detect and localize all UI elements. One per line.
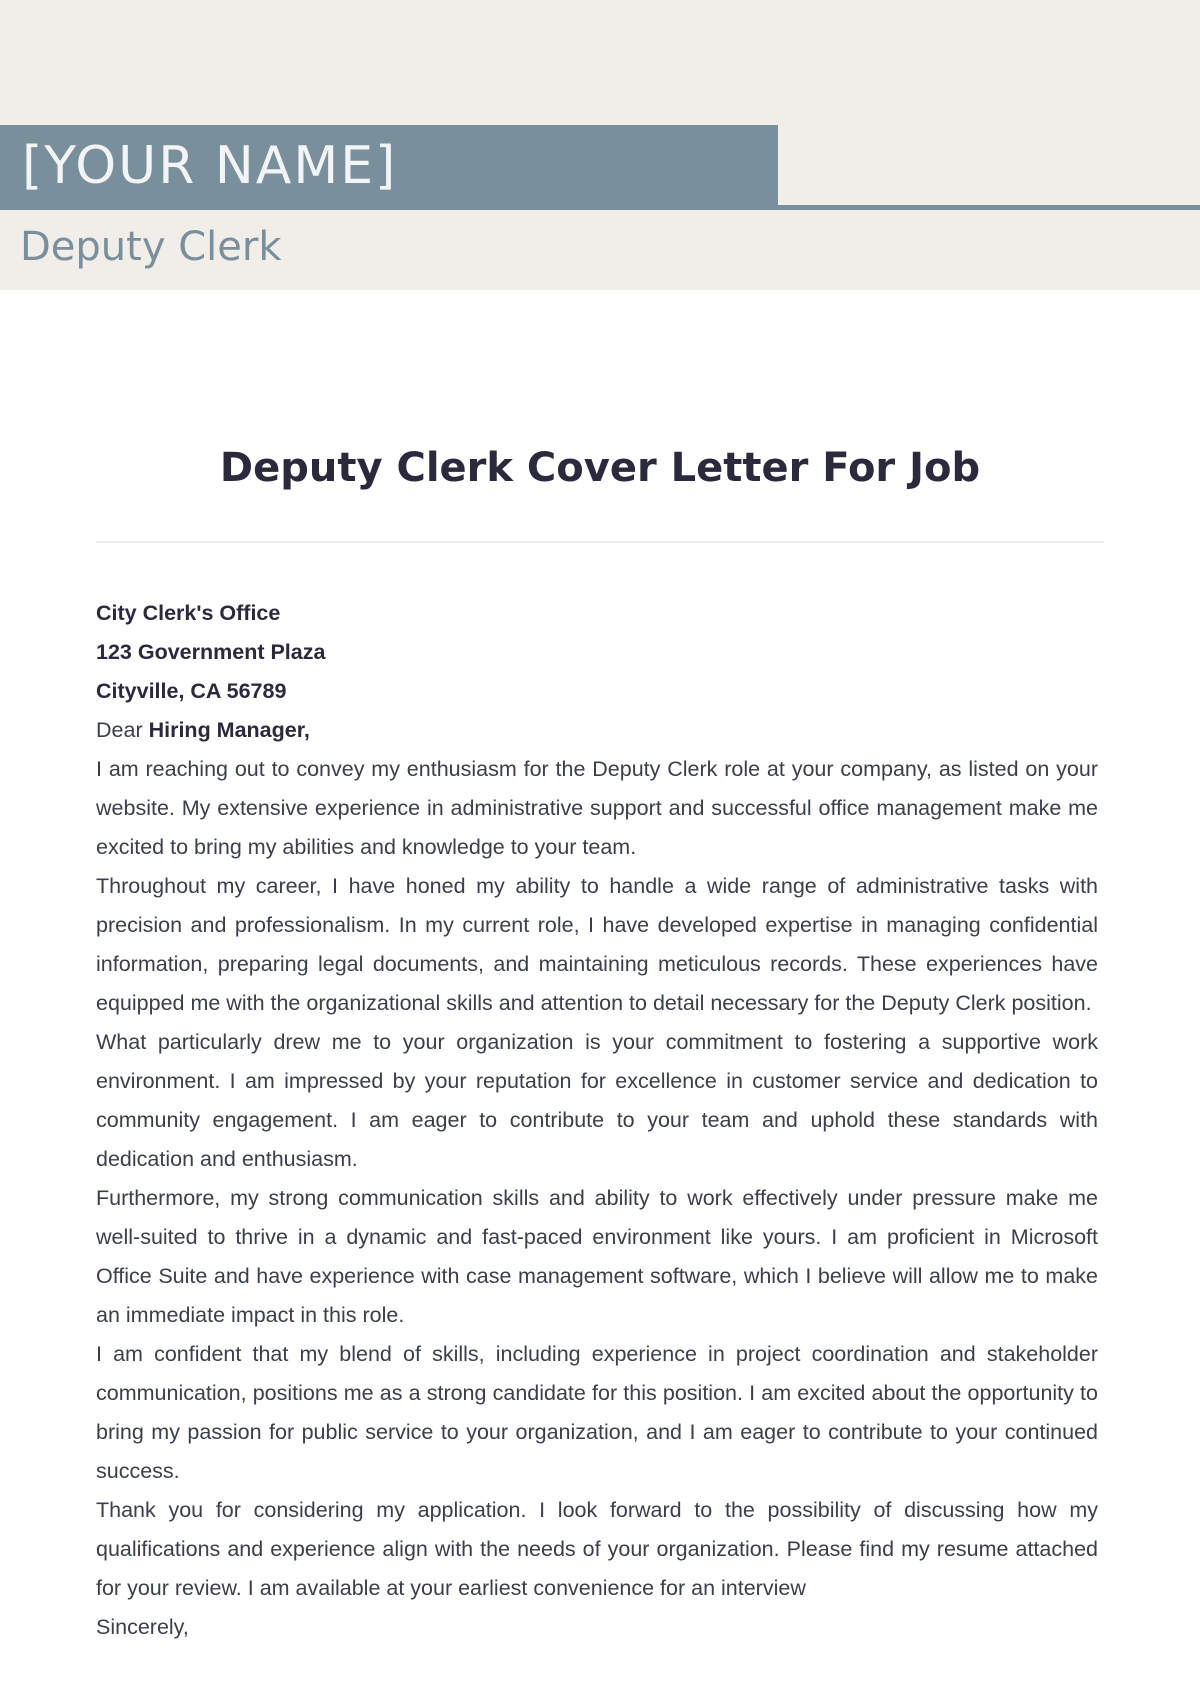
letter-body bbox=[96, 594, 1098, 1647]
paragraph-confidence: I am confident that my blend of skills, including experience in project coordination and stakeholder communication, positions me as a strong candidate for this position. I am excited about the opportunity to bring my passion for public service to your organization, and I am eager to contribute to your continued success. bbox=[96, 1342, 1098, 1483]
header-divider bbox=[778, 205, 1200, 210]
paragraph-thanks: Thank you for considering my application. I look forward to the possibility of discussing how my qualifications and experience align with the needs of your organization. Please find my resume attached for your review. I am available at your earliest convenience for an interview bbox=[96, 1498, 1098, 1600]
closing: Sincerely, bbox=[96, 1615, 189, 1639]
paragraph-organization: What particularly drew me to your organization is your commitment to fostering a supportive work environment. I am impressed by your reputation for excellence in customer service and dedication to community engagement. I am eager to contribute to your team and uphold these standards with dedication and enthusiasm. bbox=[96, 1030, 1098, 1171]
address-line-organization: City Clerk's Office bbox=[96, 601, 281, 625]
job-title: Deputy Clerk bbox=[20, 224, 282, 270]
paragraph-experience: Throughout my career, I have honed my ability to handle a wide range of administrative tasks with precision and professionalism. In my current role, I have developed expertise in managing confidential information, preparing legal documents, and maintaining meticulous records. These experiences have equipped me with the organizational skills and attention to detail necessary for the Deputy Clerk position. bbox=[96, 874, 1098, 1015]
applicant-name: [YOUR NAME] bbox=[22, 136, 398, 196]
paragraph-intro: I am reaching out to convey my enthusiasm for the Deputy Clerk role at your company, as listed on your website. My extensive experience in administrative support and successful office management make me excited to bring my abilities and knowledge to your team. bbox=[96, 757, 1098, 859]
title-divider bbox=[96, 541, 1104, 543]
salutation-prefix: Dear bbox=[96, 718, 143, 742]
address-line-city: Cityville, CA 56789 bbox=[96, 679, 287, 703]
salutation bbox=[96, 711, 1098, 750]
address-line-street: 123 Government Plaza bbox=[96, 640, 326, 664]
paragraph-skills: Furthermore, my strong communication skills and ability to work effectively under pressure make me well-suited to thrive in a dynamic and fast-paced environment like yours. I am proficient in Microsoft Office Suite and have experience with case management software, which I believe will allow me to make an immediate impact in this role. bbox=[96, 1186, 1098, 1327]
salutation-name: Hiring Manager, bbox=[148, 718, 310, 742]
document-title: Deputy Clerk Cover Letter For Job bbox=[219, 445, 981, 491]
